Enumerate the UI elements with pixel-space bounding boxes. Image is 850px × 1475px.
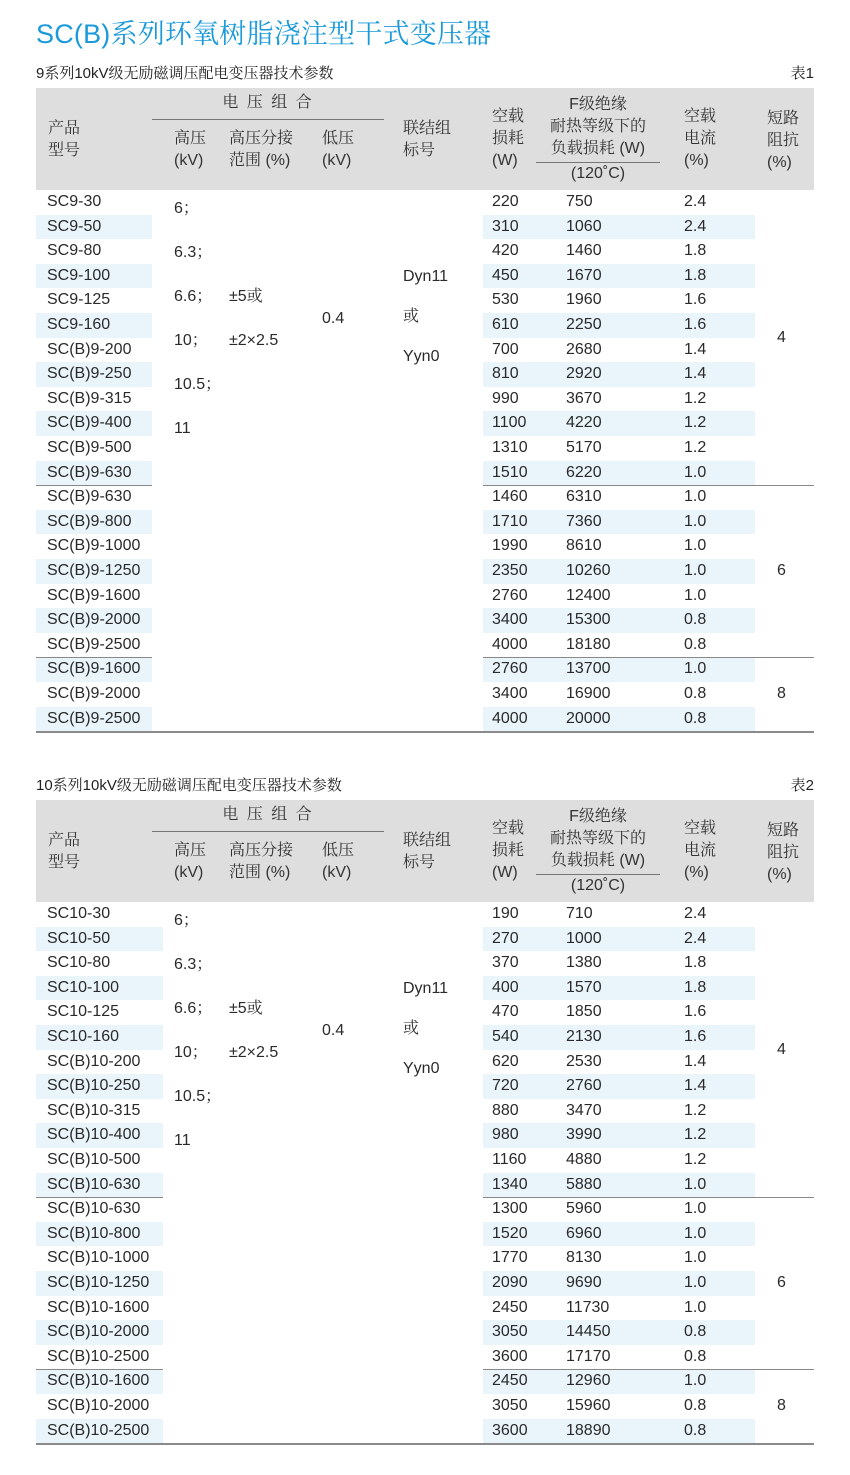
cell-model: SC(B)10-2000 xyxy=(47,1397,150,1414)
header-voltage-group: 电 压 组 合 xyxy=(222,94,314,111)
cell-model: SC(B)10-1600 xyxy=(47,1372,150,1390)
group-divider xyxy=(36,1197,163,1198)
table-row xyxy=(36,190,814,215)
table-row xyxy=(36,1345,814,1370)
cell-model: SC(B)10-315 xyxy=(47,1101,141,1119)
cell-noload-current: 1.0 xyxy=(684,463,707,481)
table-row xyxy=(36,633,814,658)
cell-hv: 11 xyxy=(174,1132,191,1149)
header-noload-loss: 空载 损耗 (W) xyxy=(492,108,525,169)
header-impedance: 短路 阻抗 (%) xyxy=(767,110,800,171)
cell-noload-loss: 880 xyxy=(492,1101,519,1119)
cell-noload-loss: 700 xyxy=(492,340,519,358)
cell-model: SC(B)10-1250 xyxy=(47,1274,150,1291)
cell-noload-current: 1.8 xyxy=(684,242,707,260)
cell-model: SC(B)10-250 xyxy=(47,1077,141,1095)
cell-noload-loss: 420 xyxy=(492,242,519,260)
table-row xyxy=(36,1222,814,1247)
group-divider xyxy=(36,1369,163,1370)
cell-model: SC(B)10-400 xyxy=(47,1126,141,1144)
cell-noload-loss: 1990 xyxy=(492,537,528,555)
table-row xyxy=(36,1025,814,1050)
table-row xyxy=(36,927,814,952)
cell-load-loss: 4220 xyxy=(566,414,602,432)
cell-noload-current: 1.4 xyxy=(684,1077,707,1095)
cell-noload-loss: 540 xyxy=(492,1028,519,1045)
header-load-loss: F级绝缘 耐热等级下的 负载损耗 (W) (120˚C) xyxy=(536,806,660,897)
cell-noload-current: 2.4 xyxy=(684,217,707,235)
cell-impedance: 4 xyxy=(777,1040,786,1058)
cell-hv: 6.6； xyxy=(174,288,213,305)
header-tap: 高压分接 范围 (%) xyxy=(229,842,294,881)
table-header xyxy=(36,88,814,190)
cell-noload-current: 2.4 xyxy=(684,193,707,210)
table-row xyxy=(36,534,814,559)
header-divider xyxy=(152,119,384,120)
cell-noload-loss: 4000 xyxy=(492,635,528,653)
cell-load-loss: 5170 xyxy=(566,439,602,456)
cell-model: SC(B)9-2000 xyxy=(47,685,141,702)
table-tag: 表2 xyxy=(790,777,814,794)
cell-load-loss: 1670 xyxy=(566,266,602,284)
cell-noload-current: 2.4 xyxy=(684,929,707,947)
cell-load-loss: 18890 xyxy=(566,1421,611,1439)
cell-noload-current: 1.4 xyxy=(684,365,707,383)
cell-noload-loss: 450 xyxy=(492,266,519,284)
cell-load-loss: 7360 xyxy=(566,512,602,530)
group-divider xyxy=(483,1197,814,1198)
cell-noload-loss: 1310 xyxy=(492,439,528,456)
cell-hv: 10.5； xyxy=(174,1088,222,1105)
header-lv: 低压 (kV) xyxy=(322,130,355,169)
cell-load-loss: 12400 xyxy=(566,586,611,604)
cell-model: SC(B)9-2500 xyxy=(47,635,141,653)
cell-noload-current: 1.0 xyxy=(684,1224,707,1242)
cell-noload-current: 1.0 xyxy=(684,586,707,604)
cell-load-loss: 20000 xyxy=(566,709,611,727)
cell-model: SC(B)10-500 xyxy=(47,1151,141,1168)
table-row xyxy=(36,387,814,412)
cell-model: SC(B)9-200 xyxy=(47,340,132,358)
cell-model: SC(B)9-1600 xyxy=(47,586,141,604)
cell-load-loss: 8130 xyxy=(566,1249,602,1267)
cell-noload-current: 0.8 xyxy=(684,709,707,727)
cell-model: SC(B)9-1250 xyxy=(47,562,141,579)
cell-noload-loss: 3050 xyxy=(492,1397,528,1414)
cell-noload-current: 1.8 xyxy=(684,978,707,996)
table-row xyxy=(36,682,814,707)
table-row xyxy=(36,1000,814,1025)
table-row xyxy=(36,215,814,240)
cell-load-loss: 5960 xyxy=(566,1200,602,1218)
table-row xyxy=(36,707,814,732)
table-row xyxy=(36,288,814,313)
cell-load-loss: 10260 xyxy=(566,562,611,579)
cell-impedance: 6 xyxy=(777,562,786,580)
cell-tap-range: ±5或 xyxy=(229,288,263,305)
cell-noload-loss: 2350 xyxy=(492,562,528,579)
table-row xyxy=(36,1246,814,1271)
cell-noload-current: 1.0 xyxy=(684,1274,707,1291)
row-stripe xyxy=(483,1123,755,1148)
cell-model: SC(B)10-2500 xyxy=(47,1421,150,1439)
cell-noload-current: 1.4 xyxy=(684,1052,707,1070)
table-row xyxy=(36,902,814,927)
cell-model: SC(B)9-630 xyxy=(47,463,132,481)
cell-model: SC(B)10-200 xyxy=(47,1052,141,1070)
cell-noload-current: 0.8 xyxy=(684,635,707,653)
cell-noload-loss: 1770 xyxy=(492,1249,528,1267)
cell-noload-current: 1.0 xyxy=(684,1372,707,1390)
cell-load-loss: 3670 xyxy=(566,389,602,407)
cell-model: SC(B)9-2000 xyxy=(47,611,141,629)
group-divider xyxy=(483,1369,814,1370)
cell-tap-range: ±2×2.5 xyxy=(229,332,279,349)
cell-noload-current: 1.6 xyxy=(684,1003,707,1021)
cell-load-loss: 1570 xyxy=(566,978,602,996)
cell-model: SC9-80 xyxy=(47,242,102,260)
table-row xyxy=(36,584,814,609)
cell-noload-loss: 980 xyxy=(492,1126,519,1144)
row-stripe xyxy=(483,215,755,240)
cell-model: SC10-100 xyxy=(47,978,120,996)
cell-model: SC9-160 xyxy=(47,316,111,333)
header-lv: 低压 (kV) xyxy=(322,842,355,881)
header-noload-loss: 空载 损耗 (W) xyxy=(492,820,525,881)
cell-model: SC(B)9-800 xyxy=(47,512,132,530)
cell-noload-loss: 4000 xyxy=(492,709,528,727)
table-row xyxy=(36,1369,814,1394)
cell-noload-current: 1.0 xyxy=(684,512,707,530)
cell-noload-loss: 2090 xyxy=(492,1274,528,1291)
cell-load-loss: 6960 xyxy=(566,1224,602,1242)
row-stripe xyxy=(483,362,755,387)
table-caption xyxy=(36,774,814,796)
cell-noload-loss: 1510 xyxy=(492,463,528,481)
caption-text: 10系列10kV级无励磁调压配电变压器技术参数 xyxy=(36,777,342,794)
cell-noload-current: 1.2 xyxy=(684,389,707,407)
cell-noload-current: 1.0 xyxy=(684,562,707,579)
cell-load-loss: 2680 xyxy=(566,340,602,358)
group-divider xyxy=(483,657,814,658)
cell-model: SC(B)9-630 xyxy=(47,488,132,506)
cell-model: SC9-100 xyxy=(47,266,111,284)
cell-model: SC10-50 xyxy=(47,929,111,947)
cell-noload-loss: 810 xyxy=(492,365,519,383)
table-row xyxy=(36,313,814,338)
table-row xyxy=(36,1320,814,1345)
cell-noload-loss: 220 xyxy=(492,193,519,210)
header-connection: 联结组 标号 xyxy=(403,120,452,159)
table-row xyxy=(36,1419,814,1444)
header-impedance: 短路 阻抗 (%) xyxy=(767,822,800,883)
cell-model: SC10-125 xyxy=(47,1003,120,1021)
cell-noload-loss: 2450 xyxy=(492,1372,528,1390)
cell-noload-loss: 990 xyxy=(492,389,519,407)
cell-load-loss: 2920 xyxy=(566,365,602,383)
cell-hv: 6.3； xyxy=(174,956,213,973)
cell-model: SC9-30 xyxy=(47,193,102,210)
cell-load-loss: 2250 xyxy=(566,316,602,333)
cell-noload-loss: 2760 xyxy=(492,660,528,678)
table-row xyxy=(36,1123,814,1148)
cell-load-loss: 3990 xyxy=(566,1126,602,1144)
cell-impedance: 8 xyxy=(777,685,786,703)
table-row xyxy=(36,1197,814,1222)
cell-noload-loss: 1460 xyxy=(492,488,528,506)
row-stripe xyxy=(483,927,755,952)
cell-model: SC(B)10-800 xyxy=(47,1224,141,1242)
cell-noload-loss: 310 xyxy=(492,217,519,235)
cell-load-loss: 750 xyxy=(566,193,593,210)
cell-impedance: 4 xyxy=(777,328,786,346)
table-bottom-rule xyxy=(36,1443,814,1445)
table-row xyxy=(36,510,814,535)
cell-hv: 6.3； xyxy=(174,244,213,261)
cell-load-loss: 2760 xyxy=(566,1077,602,1095)
cell-noload-loss: 3600 xyxy=(492,1421,528,1439)
cell-load-loss: 1460 xyxy=(566,242,602,260)
cell-load-loss: 11730 xyxy=(566,1298,610,1316)
table-bottom-rule xyxy=(36,731,814,733)
header-noload-current: 空载 电流 (%) xyxy=(684,820,717,881)
header-model: 产品 型号 xyxy=(48,832,81,871)
cell-load-loss: 16900 xyxy=(566,685,611,702)
cell-noload-current: 0.8 xyxy=(684,1397,707,1414)
cell-model: SC10-160 xyxy=(47,1028,120,1045)
cell-noload-current: 1.0 xyxy=(684,1298,707,1316)
cell-model: SC(B)9-1600 xyxy=(47,660,141,678)
cell-noload-loss: 1100 xyxy=(492,414,527,432)
table-row xyxy=(36,657,814,682)
cell-connection: 或 xyxy=(403,308,420,325)
row-stripe xyxy=(483,264,755,289)
cell-noload-loss: 1520 xyxy=(492,1224,528,1242)
group-divider xyxy=(483,485,814,486)
cell-model: SC(B)10-2500 xyxy=(47,1347,150,1365)
header-divider xyxy=(152,831,384,832)
group-divider xyxy=(36,485,152,486)
cell-noload-loss: 720 xyxy=(492,1077,519,1095)
cell-noload-current: 1.6 xyxy=(684,1028,707,1045)
cell-model: SC(B)9-1000 xyxy=(47,537,141,555)
cell-model: SC(B)9-250 xyxy=(47,365,132,383)
cell-noload-loss: 2760 xyxy=(492,586,528,604)
cell-noload-current: 1.0 xyxy=(684,537,707,555)
cell-load-loss: 17170 xyxy=(566,1347,611,1365)
table-row xyxy=(36,411,814,436)
cell-noload-current: 1.4 xyxy=(684,340,707,358)
cell-noload-current: 1.0 xyxy=(684,1200,707,1218)
cell-hv: 10.5； xyxy=(174,376,222,393)
cell-lv: 0.4 xyxy=(322,1022,345,1039)
cell-load-loss: 2130 xyxy=(566,1028,602,1045)
cell-load-loss: 9690 xyxy=(566,1274,602,1291)
cell-model: SC(B)10-1000 xyxy=(47,1249,150,1267)
cell-tap-range: ±5或 xyxy=(229,1000,263,1017)
cell-noload-current: 0.8 xyxy=(684,1421,707,1439)
cell-noload-loss: 1710 xyxy=(492,512,528,530)
table-row xyxy=(36,485,814,510)
table-row xyxy=(36,1271,814,1296)
table-row xyxy=(36,239,814,264)
header-model: 产品 型号 xyxy=(48,120,81,159)
cell-noload-current: 1.2 xyxy=(684,1126,707,1144)
table-row xyxy=(36,461,814,486)
cell-connection: Dyn11 xyxy=(403,980,449,997)
header-tap: 高压分接 范围 (%) xyxy=(229,130,294,169)
cell-load-loss: 1850 xyxy=(566,1003,602,1021)
header-noload-current: 空载 电流 (%) xyxy=(684,108,717,169)
header-connection: 联结组 标号 xyxy=(403,832,452,871)
row-stripe xyxy=(483,976,755,1001)
cell-load-loss: 15300 xyxy=(566,611,611,629)
cell-noload-loss: 270 xyxy=(492,929,519,947)
cell-load-loss: 5880 xyxy=(566,1175,602,1193)
cell-noload-current: 1.0 xyxy=(684,1249,707,1267)
cell-hv: 6； xyxy=(174,200,199,217)
cell-noload-current: 0.8 xyxy=(684,611,707,629)
cell-load-loss: 14450 xyxy=(566,1323,611,1341)
cell-load-loss: 6310 xyxy=(566,488,602,506)
cell-load-loss: 13700 xyxy=(566,660,611,678)
cell-noload-current: 1.2 xyxy=(684,1151,707,1168)
cell-noload-current: 1.8 xyxy=(684,266,707,284)
row-stripe xyxy=(483,1025,755,1050)
cell-load-loss: 3470 xyxy=(566,1101,602,1119)
cell-noload-current: 0.8 xyxy=(684,1323,707,1341)
cell-hv: 6.6； xyxy=(174,1000,213,1017)
cell-noload-current: 2.4 xyxy=(684,905,707,922)
cell-model: SC(B)9-500 xyxy=(47,439,132,456)
cell-model: SC(B)10-1600 xyxy=(47,1298,150,1316)
cell-model: SC9-50 xyxy=(47,217,102,235)
table-row xyxy=(36,951,814,976)
cell-load-loss: 710 xyxy=(566,905,593,922)
cell-load-loss: 15960 xyxy=(566,1397,611,1414)
cell-noload-current: 1.0 xyxy=(684,488,707,506)
cell-noload-current: 1.6 xyxy=(684,316,707,333)
cell-hv: 11 xyxy=(174,420,191,437)
cell-noload-current: 1.0 xyxy=(684,1175,707,1193)
cell-noload-current: 0.8 xyxy=(684,685,707,702)
cell-hv: 10； xyxy=(174,1044,208,1061)
table-row xyxy=(36,1099,814,1124)
cell-load-loss: 4880 xyxy=(566,1151,602,1168)
cell-model: SC(B)10-630 xyxy=(47,1175,141,1193)
cell-noload-current: 1.0 xyxy=(684,660,707,678)
cell-connection: Yyn0 xyxy=(403,348,440,365)
cell-noload-loss: 1300 xyxy=(492,1200,528,1218)
table-row xyxy=(36,436,814,461)
cell-noload-loss: 610 xyxy=(492,316,519,333)
cell-model: SC(B)9-2500 xyxy=(47,709,141,727)
cell-connection: 或 xyxy=(403,1020,420,1037)
header-hv: 高压 (kV) xyxy=(174,842,207,881)
cell-load-loss: 1000 xyxy=(566,929,602,947)
header-hv: 高压 (kV) xyxy=(174,130,207,169)
cell-model: SC(B)10-2000 xyxy=(47,1323,150,1341)
cell-noload-current: 1.8 xyxy=(684,954,707,972)
cell-connection: Yyn0 xyxy=(403,1060,440,1077)
cell-model: SC(B)9-315 xyxy=(47,389,132,407)
cell-impedance: 6 xyxy=(777,1274,786,1292)
cell-noload-current: 1.2 xyxy=(684,439,707,456)
cell-noload-loss: 3050 xyxy=(492,1323,528,1341)
cell-noload-loss: 370 xyxy=(492,954,519,972)
cell-noload-loss: 470 xyxy=(492,1003,519,1021)
table-row xyxy=(36,1148,814,1173)
cell-noload-current: 0.8 xyxy=(684,1347,707,1365)
cell-noload-loss: 3600 xyxy=(492,1347,528,1365)
table-row xyxy=(36,1394,814,1419)
cell-load-loss: 1380 xyxy=(566,954,602,972)
cell-noload-loss: 1340 xyxy=(492,1175,528,1193)
cell-load-loss: 8610 xyxy=(566,537,602,555)
cell-noload-loss: 1160 xyxy=(492,1151,527,1168)
cell-connection: Dyn11 xyxy=(403,268,449,285)
cell-model: SC(B)10-630 xyxy=(47,1200,141,1218)
cell-model: SC10-30 xyxy=(47,905,111,922)
cell-noload-current: 1.6 xyxy=(684,291,707,309)
cell-noload-loss: 530 xyxy=(492,291,519,309)
cell-noload-loss: 3400 xyxy=(492,611,528,629)
cell-model: SC(B)9-400 xyxy=(47,414,132,432)
table-tag: 表1 xyxy=(790,65,814,82)
cell-noload-loss: 620 xyxy=(492,1052,519,1070)
cell-noload-loss: 190 xyxy=(492,905,519,922)
row-stripe xyxy=(483,1074,755,1099)
table-caption xyxy=(36,62,814,84)
header-load-loss: F级绝缘 耐热等级下的 负载损耗 (W) (120˚C) xyxy=(536,94,660,185)
cell-noload-current: 1.2 xyxy=(684,414,707,432)
cell-hv: 6； xyxy=(174,912,199,929)
group-divider xyxy=(36,657,152,658)
page-title: SC(B)系列环氧树脂浇注型干式变压器 xyxy=(36,19,492,49)
table-row xyxy=(36,1173,814,1198)
cell-noload-current: 1.2 xyxy=(684,1101,707,1119)
header-voltage-group: 电 压 组 合 xyxy=(222,806,314,823)
cell-lv: 0.4 xyxy=(322,310,345,327)
row-stripe xyxy=(483,313,755,338)
cell-tap-range: ±2×2.5 xyxy=(229,1044,279,1061)
table-header xyxy=(36,800,814,902)
cell-model: SC10-80 xyxy=(47,954,111,972)
cell-noload-loss: 3400 xyxy=(492,685,528,702)
cell-model: SC9-125 xyxy=(47,291,111,309)
table-row xyxy=(36,559,814,584)
cell-noload-loss: 400 xyxy=(492,978,519,996)
cell-load-loss: 1060 xyxy=(566,217,602,235)
caption-text: 9系列10kV级无励磁调压配电变压器技术参数 xyxy=(36,65,334,82)
table-row xyxy=(36,1296,814,1321)
cell-load-loss: 2530 xyxy=(566,1052,602,1070)
cell-impedance: 8 xyxy=(777,1397,786,1415)
cell-noload-loss: 2450 xyxy=(492,1298,528,1316)
cell-load-loss: 12960 xyxy=(566,1372,611,1390)
cell-load-loss: 18180 xyxy=(566,635,611,653)
cell-load-loss: 1960 xyxy=(566,291,602,309)
table-row xyxy=(36,608,814,633)
cell-hv: 10； xyxy=(174,332,208,349)
cell-load-loss: 6220 xyxy=(566,463,602,481)
